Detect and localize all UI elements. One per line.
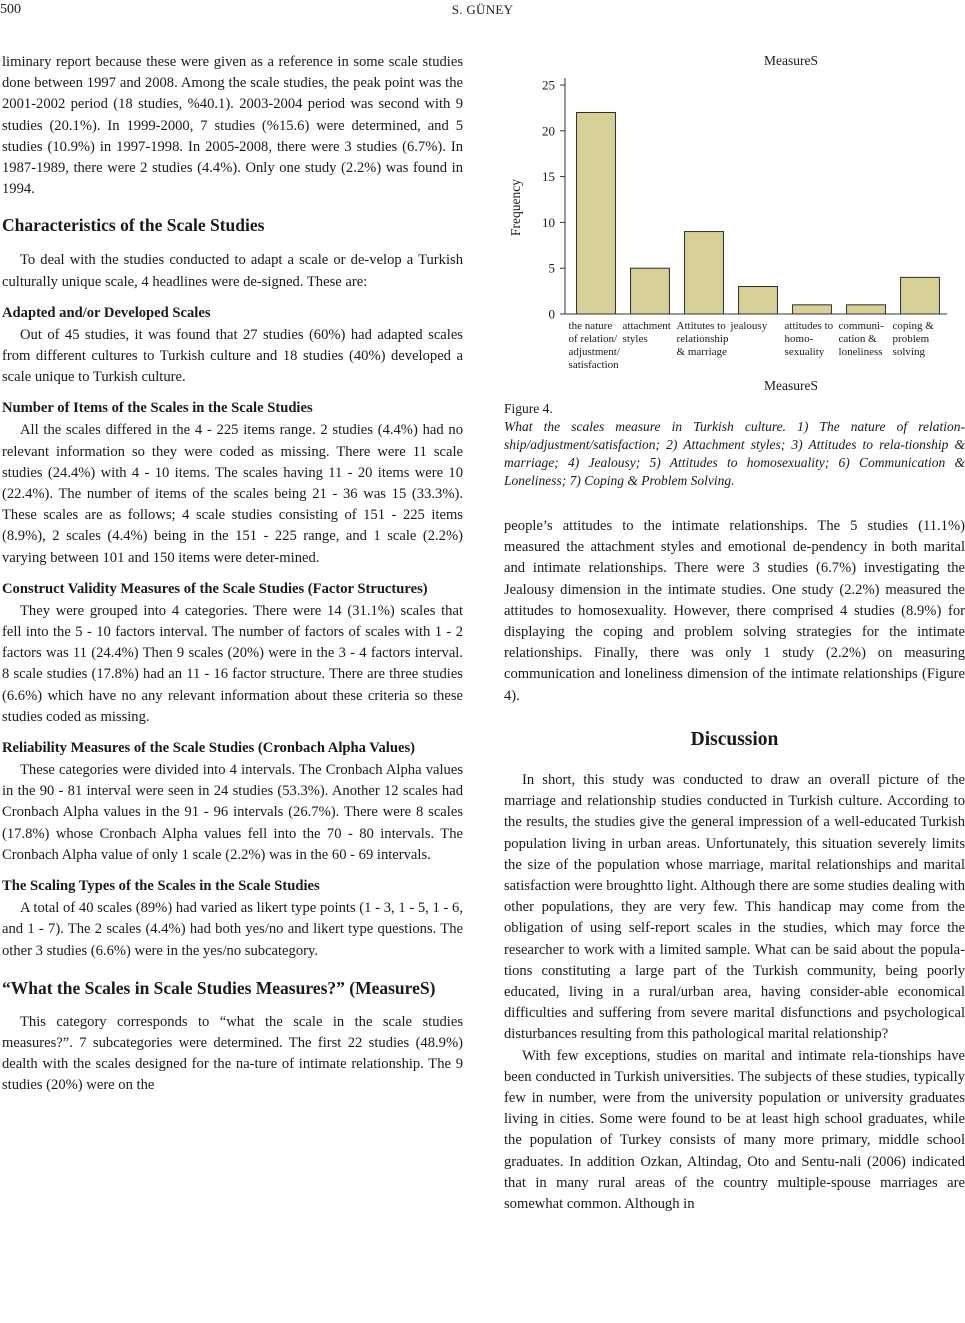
paragraph-items: All the scales differed in the 4 - 225 items range. 2 studies (4.4%) had no relevant information so they were coded as missing. There were 11 scale studies (24.4%) with 4 - 10 items. The scales having 11 - 20 items were 10 (22.4%). The number of items of the scales being 21 - 36 was 15 (33.3%). These scales are as follows; 4 scale studies consisting of 151 - 225 items (8.9%), 2 scales (4.4%) being in the 151 - 225 range, and 1 scale (2.2%) varying between 101 and 150 items were deter-mined. bbox=[2, 422, 463, 566]
x-tick-label: attachment bbox=[622, 320, 671, 332]
left-column bbox=[2, 52, 463, 1097]
bar bbox=[901, 277, 940, 314]
heading-construct: Construct Validity Measures of the Scale Studies (Factor Structures) bbox=[2, 580, 428, 597]
bar-chart bbox=[504, 52, 965, 400]
paragraph-measures: This category corresponds to “what the scale in the scale studies measures?”. 7 subcategories were determined. The first 22 studies (48.9%) dealth with the scales designed for the na-ture of intimate relationship. The 9 studies (20%) were on the bbox=[2, 1013, 463, 1094]
y-axis-label: Frequency bbox=[508, 179, 523, 236]
paragraph-after-figure: people’s attitudes to the intimate relationships. The 5 studies (11.1%) measured the attachment styles and emotional de-pendency in both marital and intimate relationships. There were 3 studies (6.7%) investigating the Jealousy dimension in the intimate studies. One study (2.2%) measured the attitudes to homosexuality. However, there comprised 4 studies (8.9%) for displaying the coping and problem solving strategies for the intimate relationships. Finally, there was only 1 study (2.2%) on measuring communication and loneliness dimension of the intimate relationships (Figure 4). bbox=[504, 518, 965, 704]
x-tick-label: cation & bbox=[838, 333, 877, 345]
paragraph-construct: They were grouped into 4 categories. There were 14 (31.1%) scales that fell into the 5 - 10 factors interval. The number of factors of scales with 1 - 2 factors was 11 (24.4%) Then 9 scales (20%) were in the 3 - 4 factors interval. 8 scale studies (17.8%) had an 11 - 16 factor structure. There are three studies (6.6%) which have no any relevant information about these criteria so these studies coded as missing. bbox=[2, 602, 463, 725]
x-tick-label: of relation/ bbox=[568, 333, 618, 345]
figure-caption: What the scales measure in Turkish culture. 1) The nature of relation-ship/adjustment/satisfaction; 2) Attachment styles; 3) Attitudes to rela-tionship & marriage; 4) Jealousy; 5) Attitudes to homosexuality; 6) Communication & Loneliness; 7) Coping & Problem Solving. bbox=[504, 419, 965, 488]
paragraph-scaling: A total of 40 scales (89%) had varied as likert type points (1 - 3, 1 - 5, 1 - 6, and 1 - 7). The 2 scales (4.4%) had both yes/no and likert type questions. The other 3 studies (6.6%) were in the yes/no subcategory. bbox=[2, 900, 463, 959]
bar bbox=[739, 287, 778, 314]
y-tick-label: 0 bbox=[548, 306, 555, 322]
paragraph-intro: liminary report because these were given as a reference in some scale studies done between 1997 and 2008. Among the scale studies, the peak point was the 2001-2002 period (18 studies, %40.1). 2003-2004 period was second with 9 studies (20.1%). In 1999-2000, 7 studies (%15.6) were determined, and 5 studies (10.9%) in 1997-1998. In 2005-2008, there were 3 studies (6.7%). In 1987-1989, there were 2 studies (4.4%). Only one study (2.2%) was found in 1994. bbox=[2, 54, 463, 198]
x-tick-label: & marriage bbox=[676, 346, 727, 358]
y-tick-label: 10 bbox=[542, 214, 555, 230]
x-tick-label: problem bbox=[892, 333, 930, 345]
x-tick-label: relationship bbox=[676, 333, 729, 345]
heading-items: Number of Items of the Scales in the Scale Studies bbox=[2, 400, 313, 417]
bar bbox=[577, 112, 616, 314]
x-tick-label: jealousy bbox=[730, 320, 768, 332]
heading-scaling: The Scaling Types of the Scales in the Scale Studies bbox=[2, 878, 320, 895]
y-tick-label: 15 bbox=[542, 169, 555, 185]
x-tick-label: sexuality bbox=[784, 346, 825, 358]
bar bbox=[793, 305, 832, 314]
heading-measures: “What the Scales in Scale Studies Measures?” (MeasureS) bbox=[2, 977, 436, 998]
bar bbox=[685, 232, 724, 314]
y-tick-label: 20 bbox=[542, 123, 555, 139]
paragraph-discussion-1: In short, this study was conducted to draw an overall picture of the marriage and relationship studies conducted in Turkish culture. According to the results, the studies give the general impression of a well-educated Turkish population living in urban areas. Unfortunately, this situation severely limits the size of the population whose marriage, marital relationships and marital satisfaction were broughtto light. Although there are some studies dealing with other populations, they are very few. This handicap may come from the obligation of using self-report scales in the studies, which may force the researcher to work with a limited sample. What can be said about the popula-tions constituting a large part of the Turkish community, being poorly educated, living in a rural/urban area, having consider-able economical difficulties and suffering from severe marital disfunctions and psychological disturbances resulting from this pathological marital relationship? bbox=[504, 772, 965, 1043]
paragraph-discussion-2: With few exceptions, studies on marital and intimate rela-tionships have been conducted in Turkish universities. The subjects of these studies, typically few in number, were from the university population or university graduates living in cities. Some were found to be at least high school graduates, while the population of Turkey consists of many more primary, middle school graduates. In addition Ozkan, Altindag, Oto and Sentu-nali (2006) indicated that in many rural areas of the country multiple-spouse marriages are somewhat common. Although in bbox=[504, 1047, 965, 1213]
x-tick-label: adjustment/ bbox=[568, 346, 620, 358]
x-axis-label: MeasureS bbox=[764, 378, 818, 393]
x-tick-label: styles bbox=[622, 333, 648, 345]
bar bbox=[847, 305, 886, 314]
heading-characteristics: Characteristics of the Scale Studies bbox=[2, 215, 265, 236]
page-header bbox=[0, 0, 965, 22]
x-tick-label: communi- bbox=[838, 320, 884, 332]
paragraph-adapted: Out of 45 studies, it was found that 27 studies (60%) had adapted scales from different cultures to Turkish culture and 18 studies (40%) developed a scale unique to Turkish culture. bbox=[2, 326, 463, 386]
x-tick-label: attitudes to bbox=[784, 320, 834, 332]
running-head: S. GÜNEY bbox=[451, 2, 514, 17]
paragraph-characteristics: To deal with the studies conducted to adapt a scale or de-velop a Turkish culturally unique scale, 4 headlines were de-signed. These are: bbox=[2, 252, 463, 290]
x-tick-label: coping & bbox=[892, 320, 934, 332]
y-tick-label: 25 bbox=[542, 77, 555, 93]
heading-adapted: Adapted and/or Developed Scales bbox=[2, 304, 211, 321]
heading-discussion: Discussion bbox=[690, 728, 779, 750]
x-tick-label: satisfaction bbox=[568, 359, 619, 371]
chart-title: MeasureS bbox=[764, 53, 818, 68]
x-tick-label: Attitutes to bbox=[676, 320, 726, 332]
x-tick-label: the nature bbox=[568, 320, 613, 332]
figure-4 bbox=[504, 52, 965, 400]
heading-reliability: Reliability Measures of the Scale Studies (Cronbach Alpha Values) bbox=[2, 740, 415, 757]
x-tick-label: solving bbox=[892, 346, 925, 358]
bar bbox=[631, 268, 670, 314]
right-column bbox=[504, 52, 965, 1215]
x-tick-label: homo- bbox=[784, 333, 814, 345]
figure-label: Figure 4. bbox=[504, 401, 553, 416]
paragraph-reliability: These categories were divided into 4 intervals. The Cronbach Alpha values in the 90 - 81 interval were seen in 24 studies (53.3%). Another 12 scales had Cronbach Alpha values in the 91 - 96 intervals (26.7%). There were 8 scales (17.8%) whose Cronbach Alpha values fell into the 70 - 80 intervals. The Cronbach Alpha value of only 1 scale (2.2%) was in the 60 - 69 intervals. bbox=[2, 762, 463, 863]
page-number: 500 bbox=[0, 2, 21, 17]
y-tick-label: 5 bbox=[548, 260, 555, 276]
x-tick-label: loneliness bbox=[838, 346, 883, 358]
